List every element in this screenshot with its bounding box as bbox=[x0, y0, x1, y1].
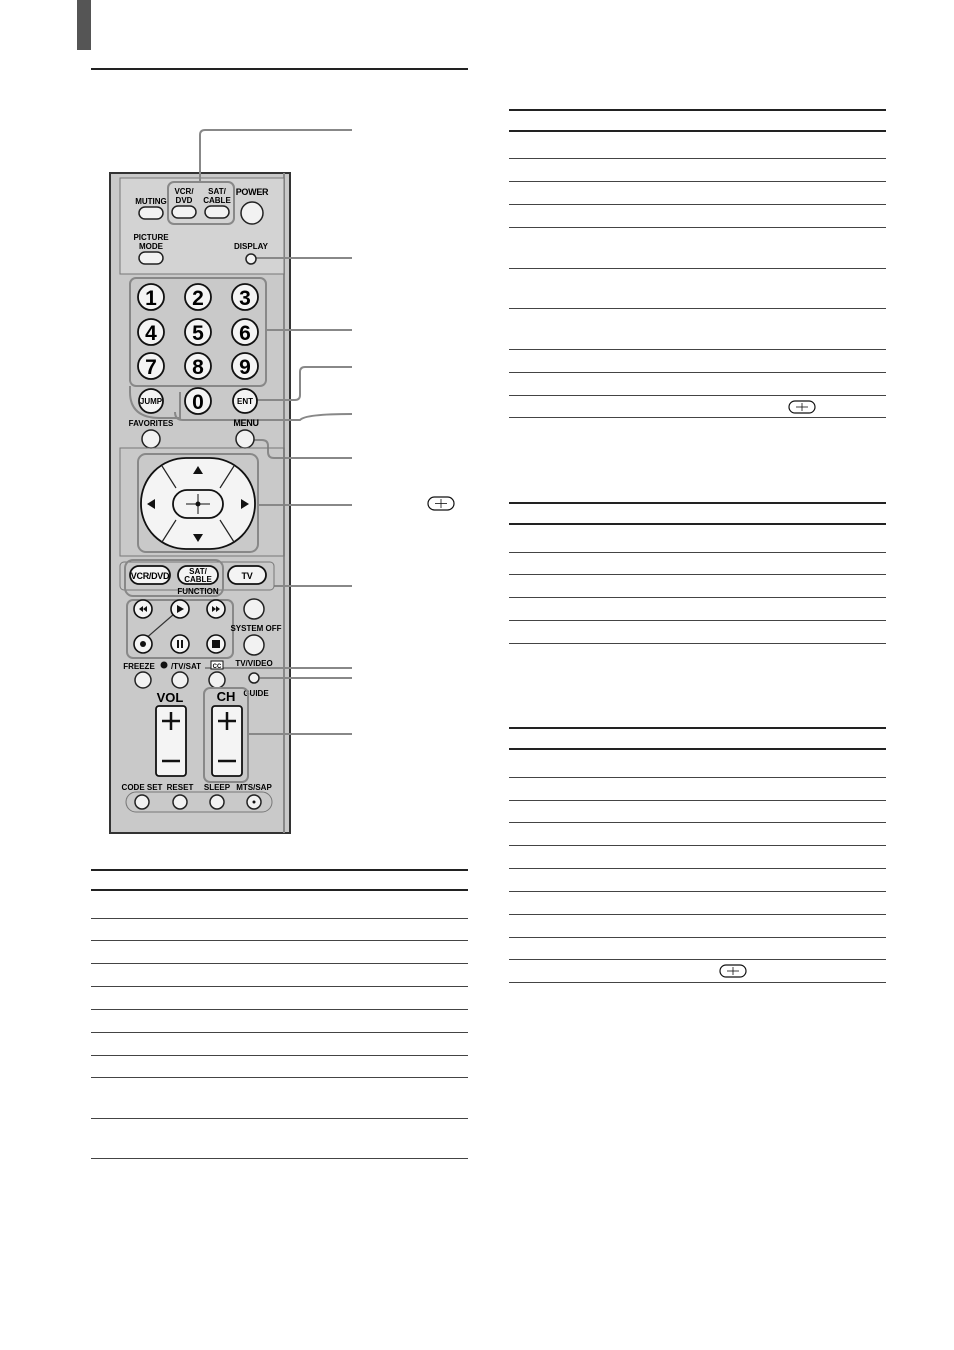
svg-text:SLEEP: SLEEP bbox=[203, 783, 231, 792]
digit-7: 7 bbox=[145, 356, 157, 379]
svg-text:ENT: ENT bbox=[237, 397, 253, 406]
blank-button bbox=[244, 599, 264, 619]
digit-3: 3 bbox=[239, 287, 251, 310]
left-button-table bbox=[91, 869, 468, 1161]
svg-text:VOL: VOL bbox=[156, 690, 184, 705]
tv-sat-button bbox=[172, 672, 188, 688]
callout-joystick-icon bbox=[428, 497, 454, 510]
freeze-button bbox=[135, 672, 151, 688]
reset-button bbox=[173, 795, 187, 809]
svg-text:MUTING: MUTING bbox=[135, 197, 167, 206]
vcr-dvd-button bbox=[172, 206, 196, 218]
sat-cable-label-top: SAT/ bbox=[208, 187, 226, 196]
digit-8: 8 bbox=[192, 356, 204, 379]
menu-button bbox=[236, 430, 254, 448]
right-table-1 bbox=[509, 109, 886, 421]
svg-text:CODE SET: CODE SET bbox=[121, 783, 163, 792]
code-set-button bbox=[135, 795, 149, 809]
svg-text:TV: TV bbox=[241, 571, 253, 581]
tv-video-button bbox=[249, 673, 259, 683]
svg-text:CH: CH bbox=[216, 689, 236, 704]
svg-text:CABLE: CABLE bbox=[184, 575, 212, 584]
pause-button bbox=[171, 635, 189, 653]
svg-text:TV/VIDEO: TV/VIDEO bbox=[235, 659, 273, 668]
right-table-3 bbox=[509, 727, 886, 985]
muting-button bbox=[139, 207, 163, 219]
svg-text:JUMP: JUMP bbox=[139, 397, 163, 406]
svg-text:/TV/SAT: /TV/SAT bbox=[170, 662, 202, 671]
svg-text:RESET: RESET bbox=[166, 783, 194, 792]
svg-text:FREEZE: FREEZE bbox=[123, 662, 155, 671]
svg-text:MENU: MENU bbox=[233, 418, 259, 428]
digit-6: 6 bbox=[239, 322, 251, 345]
svg-text:SYSTEM OFF: SYSTEM OFF bbox=[230, 624, 282, 633]
picture-mode-button bbox=[139, 252, 163, 264]
favorites-button bbox=[142, 430, 160, 448]
right-table-2 bbox=[509, 502, 886, 647]
display-button bbox=[246, 254, 256, 264]
svg-text:SAT/: SAT/ bbox=[189, 567, 207, 576]
remote-illustration bbox=[0, 0, 480, 840]
svg-text:DISPLAY: DISPLAY bbox=[234, 242, 268, 251]
svg-text:CC: CC bbox=[212, 664, 222, 670]
svg-text:DVD: DVD bbox=[175, 196, 193, 205]
joystick-icon bbox=[787, 399, 817, 415]
vcr-dvd-label-top: VCR/ bbox=[174, 187, 194, 196]
digit-9: 9 bbox=[239, 356, 251, 379]
svg-text:FUNCTION: FUNCTION bbox=[177, 587, 219, 596]
svg-text:GUIDE: GUIDE bbox=[243, 689, 269, 698]
system-off-button bbox=[244, 635, 264, 655]
svg-text:PICTURE: PICTURE bbox=[133, 233, 169, 242]
joystick-icon bbox=[718, 963, 748, 979]
power-label: POWER bbox=[235, 187, 269, 197]
digit-2: 2 bbox=[192, 287, 204, 310]
digit-0: 0 bbox=[192, 391, 204, 414]
cc-button bbox=[209, 672, 225, 688]
svg-text:FAVORITES: FAVORITES bbox=[128, 419, 174, 428]
svg-text:MODE: MODE bbox=[139, 242, 163, 251]
digit-1: 1 bbox=[145, 287, 157, 310]
sleep-button bbox=[210, 795, 224, 809]
digit-4: 4 bbox=[145, 322, 157, 345]
svg-text:MTS/SAP: MTS/SAP bbox=[236, 783, 272, 792]
power-button bbox=[241, 202, 263, 224]
sat-cable-button bbox=[205, 206, 229, 218]
svg-text:CABLE: CABLE bbox=[203, 196, 231, 205]
svg-text:VCR/DVD: VCR/DVD bbox=[130, 571, 170, 581]
digit-5: 5 bbox=[192, 322, 204, 345]
